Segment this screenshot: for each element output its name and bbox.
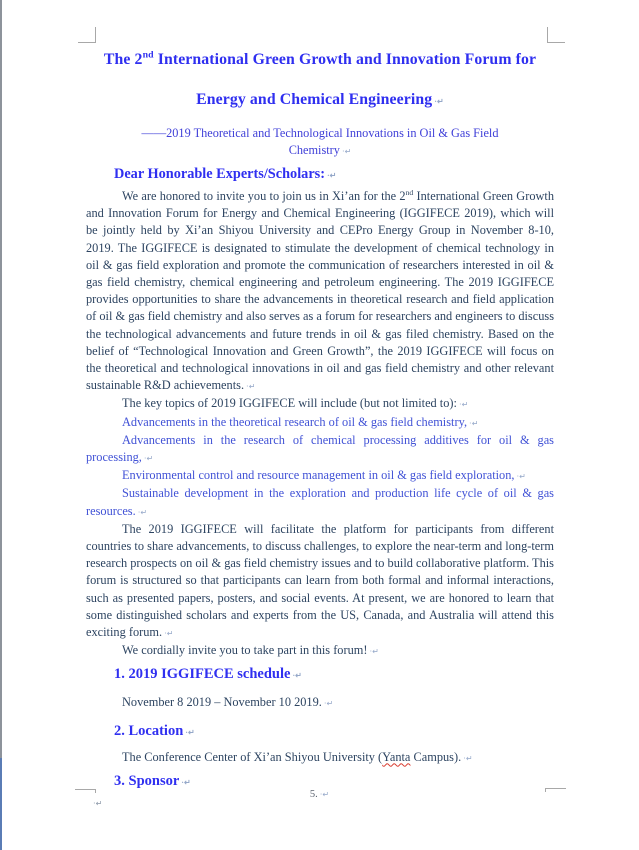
section-heading-sponsor: 3. Sponsor ·↵ <box>114 772 554 792</box>
title-text-start: The 2 <box>103 51 143 68</box>
invitation-line: We cordially invite you to take part in this forum! ·↵ <box>86 642 554 660</box>
location-text-start: The Conference Center of Xi’an Shiyou University ( <box>122 749 383 764</box>
section-heading-schedule: 1. 2019 IGGIFECE schedule ·↵ <box>114 665 554 685</box>
title-text-end: International Green Growth and Innovation Forum for Energy and Chemical Engineering <box>153 51 537 108</box>
location-text-end: Campus). <box>410 749 462 764</box>
key-topics-intro: The key topics of 2019 IGGIFECE will include (but not limited to): ·↵ <box>86 395 554 413</box>
topic-item-3: Environmental control and resource management in oil & gas field exploration, ·↵ <box>86 467 554 485</box>
topic-item-1: Advancements in the theoretical research of oil & gas field chemistry, ·↵ <box>86 414 554 432</box>
ordinal-superscript: nd <box>405 187 414 197</box>
location-paragraph <box>86 749 554 767</box>
page-number: 5. ·↵ <box>0 789 639 800</box>
topic-item-2: Advancements in the research of chemical processing additives for oil & gas processing, ·↵ <box>86 432 554 467</box>
spellcheck-flagged-word: Yanta <box>382 749 411 764</box>
intro-text-start: We are honored to invite you to join us in Xi’an for the 2 <box>122 189 406 203</box>
paragraph-mark: ·↵ <box>93 799 103 808</box>
forum-benefits-paragraph: The 2019 IGGIFECE will facilitate the platform for participants from different countries to share advancements, to discuss challenges, to explore the near-term and long-term research prospects on oil & gas field chemistry issues and to build collaborative platform. This forum is structured so that participants can learn from both formal and informal interactions, such as presented papers, posters, and social events. At present, we are honored to learn that some distinguished scholars and experts from the US, Canada, and Australia will attend this exciting forum. ·↵ <box>86 521 554 642</box>
document-title <box>86 40 554 122</box>
window-edge-line-bottom <box>0 758 2 850</box>
intro-paragraph <box>86 188 554 395</box>
ordinal-superscript: nd <box>142 49 154 61</box>
topic-item-4: Sustainable development in the exploration and production life cycle of oil & gas resources. ·↵ <box>86 485 554 520</box>
document-subtitle: ——2019 Theoretical and Technological Innovations in Oil & Gas Field Chemistry ·↵ <box>134 125 506 160</box>
intro-text-end: International Green Growth and Innovation Forum for Energy and Chemical Engineering (IGGIFECE 2019), which will be jointly held by Xi’an Shiyou University and CEPro Energy Group in November 8-10, 2019. The IGGIFECE is designated to stimulate the development of chemical technology in oil & gas field exploration and promote the communication of researchers interested in oil & gas field chemistry, chemical engineering and petroleum engineering. The 2019 IGGIFECE provides opportunities to share the advancements in theoretical research and field application of oil & gas field chemistry and also serves as a forum for researchers and engineers to discuss the technological advancements and future trends in oil & gas filed chemistry. Based on the belief of “Technological Innovation and Green Growth”, the 2019 IGGIFECE will focus on the theoretical and technological innovations in oil and gas field chemistry and other relevant sustainable R&D achievements. <box>86 189 555 393</box>
schedule-dates: November 8 2019 – November 10 2019. ·↵ <box>86 694 554 712</box>
greeting-heading: Dear Honorable Experts/Scholars: ·↵ <box>114 165 554 185</box>
window-edge-line-top <box>0 0 2 758</box>
document-canvas[interactable] <box>86 0 554 792</box>
section-heading-location: 2. Location ·↵ <box>114 722 554 742</box>
